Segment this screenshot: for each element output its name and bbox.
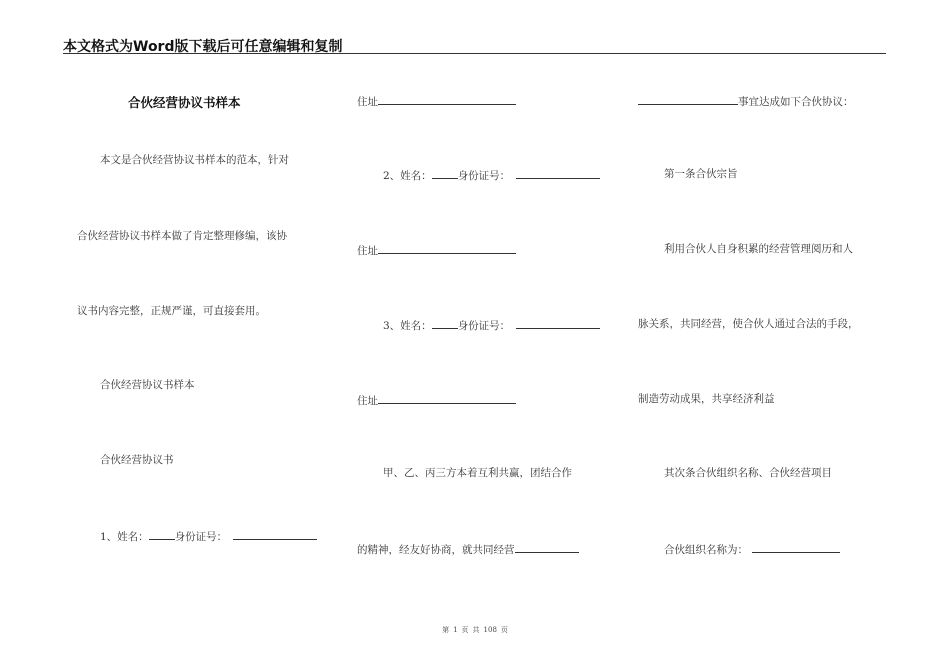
footer-prefix: 第 xyxy=(442,626,450,634)
org-name-row xyxy=(664,541,840,557)
business-blank xyxy=(515,541,579,553)
partner-2-name-label: 2、姓名： xyxy=(383,170,432,182)
document-header: 本文格式为Word版下载后可任意编辑和复制 xyxy=(63,39,343,55)
intro-line-1: 本文是合伙经营协议书样本的范本，针对 xyxy=(100,154,289,166)
subtitle-1: 合伙经营协议书样本 xyxy=(100,379,195,391)
address-2-label: 住址 xyxy=(357,245,378,257)
footer-total-prefix: 共 xyxy=(472,626,480,634)
article-1-heading: 第一条合伙宗旨 xyxy=(664,168,738,180)
body-line-2-row xyxy=(357,541,579,557)
article-2-heading: 其次条合伙组织名称、合伙经营项目 xyxy=(664,467,832,479)
subtitle-2: 合伙经营协议书 xyxy=(100,454,174,466)
purpose-line-1: 利用合伙人自身积累的经营管理阅历和人 xyxy=(664,243,853,255)
total-page-count: 108 xyxy=(483,626,497,634)
address-1-blank xyxy=(378,93,516,105)
partner-3-id-label: 身份证号： xyxy=(457,320,511,332)
footer-total-unit: 页 xyxy=(500,626,508,634)
purpose-line-3: 制造劳动成果，共享经济利益 xyxy=(638,393,775,405)
address-3-blank xyxy=(378,392,516,404)
intro-line-3: 议书内容完整，正规严谨，可直接套用。 xyxy=(77,305,266,317)
partner-3-name-label: 3、姓名： xyxy=(383,320,432,332)
address-2-blank xyxy=(378,242,516,254)
partner-1-id-blank xyxy=(233,528,317,540)
partner-3-row xyxy=(383,317,600,333)
partner-1-name-label: 1、姓名： xyxy=(100,531,149,543)
body-line-1: 甲、乙、丙三方本着互利共赢，团结合作 xyxy=(383,467,572,479)
current-page-number: 1 xyxy=(453,626,458,634)
agreement-blank xyxy=(638,93,738,105)
purpose-line-2: 脉关系，共同经营，使合伙人通过合法的手段， xyxy=(638,318,859,330)
address-2-row xyxy=(357,242,516,258)
address-3-row xyxy=(357,392,516,408)
footer-page-unit: 页 xyxy=(461,626,469,634)
partner-1-id-label: 身份证号： xyxy=(174,531,228,543)
partner-3-id-blank xyxy=(516,317,600,329)
partner-2-name-blank xyxy=(432,167,458,179)
partner-1-row xyxy=(100,528,317,544)
header-divider xyxy=(63,53,886,54)
agreement-row xyxy=(638,93,854,109)
partner-2-id-label: 身份证号： xyxy=(457,170,511,182)
body-line-2: 的精神，经友好协商，就共同经营 xyxy=(357,544,515,556)
org-name-label: 合伙组织名称为： xyxy=(664,544,748,556)
partner-2-row xyxy=(383,167,600,183)
page-footer xyxy=(0,625,950,635)
partner-3-name-blank xyxy=(432,317,458,329)
address-1-row xyxy=(357,93,516,109)
address-3-label: 住址 xyxy=(357,395,378,407)
org-name-blank xyxy=(752,541,840,553)
address-1-label: 住址 xyxy=(357,96,378,108)
partner-1-name-blank xyxy=(149,528,175,540)
partner-2-id-blank xyxy=(516,167,600,179)
agreement-text: 事宜达成如下合伙协议： xyxy=(738,96,854,108)
document-title: 合伙经营协议书样本 xyxy=(128,95,241,110)
intro-line-2: 合伙经营协议书样本做了肯定整理修编，该协 xyxy=(77,230,287,242)
